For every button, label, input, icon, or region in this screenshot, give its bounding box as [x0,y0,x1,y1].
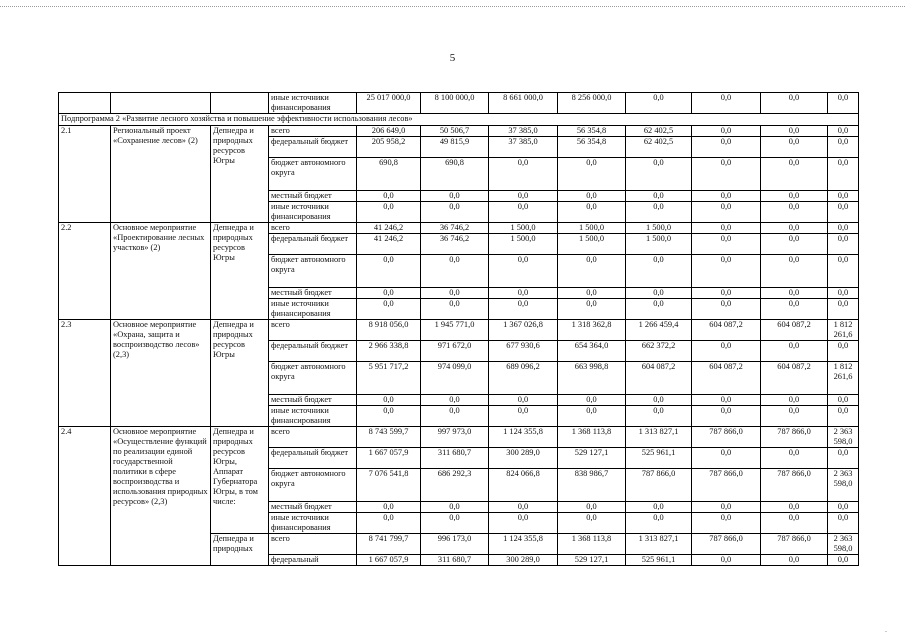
value-cell: 0,0 [489,502,558,513]
value-cell: 0,0 [558,158,626,191]
value-cell: 604 087,2 [761,320,828,341]
funding-source-cell: иные источники финансирования [269,93,357,114]
value-cell: 996 173,0 [421,534,489,555]
funding-source-cell: всего [269,320,357,341]
value-cell: 0,0 [692,341,761,362]
funding-source-cell: всего [269,427,357,448]
measure-name: Основное мероприятие «Охрана, защита и воспроизводство лесов» (2,3) [111,320,211,427]
value-cell: 1 500,0 [626,234,692,255]
funding-source-cell: всего [269,126,357,137]
value-cell: 0,0 [828,137,859,158]
scan-mark: . [885,625,887,634]
value-cell: 0,0 [692,223,761,234]
funding-source-cell: бюджет автономного округа [269,469,357,502]
item-number: 2.1 [59,126,111,223]
value-cell: 2 966 338,8 [357,341,421,362]
value-cell: 0,0 [828,93,859,114]
value-cell: 1 266 459,4 [626,320,692,341]
funding-source-cell: местный бюджет [269,191,357,202]
value-cell: 0,0 [558,395,626,406]
value-cell: 0,0 [626,255,692,288]
value-cell: 604 087,2 [692,362,761,395]
value-cell: 0,0 [828,255,859,288]
value-cell: 662 372,2 [626,341,692,362]
value-cell: 0,0 [626,191,692,202]
value-cell: 8 256 000,0 [558,93,626,114]
value-cell: 8 100 000,0 [421,93,489,114]
value-cell: 0,0 [357,299,421,320]
value-cell: 0,0 [692,202,761,223]
funding-source-cell: бюджет автономного округа [269,158,357,191]
value-cell: 56 354,8 [558,126,626,137]
value-cell: 300 289,0 [489,555,558,566]
table-row [59,320,859,341]
value-cell: 0,0 [828,158,859,191]
funding-source-cell: бюджет автономного округа [269,362,357,395]
value-cell: 824 066,8 [489,469,558,502]
value-cell: 0,0 [626,93,692,114]
value-cell: 838 986,7 [558,469,626,502]
value-cell: 0,0 [626,395,692,406]
value-cell: 0,0 [692,502,761,513]
value-cell: 0,0 [357,513,421,534]
value-cell: 0,0 [421,513,489,534]
value-cell: 1 500,0 [558,223,626,234]
value-cell: 0,0 [421,406,489,427]
value-cell: 0,0 [828,202,859,223]
value-cell: 1 500,0 [558,234,626,255]
value-cell: 529 127,1 [558,448,626,469]
value-cell: 0,0 [489,288,558,299]
executor-cell: Депнедра и природных ресурсов Югры, Аппарат Губернатора Югры, в том числе: [211,427,269,534]
table-body [59,93,859,566]
value-cell: 311 680,7 [421,555,489,566]
funding-source-cell: федеральный [269,555,357,566]
value-cell: 604 087,2 [626,362,692,395]
value-cell: 0,0 [421,202,489,223]
value-cell: 0,0 [626,158,692,191]
funding-source-cell: всего [269,223,357,234]
funding-source-cell: федеральный бюджет [269,234,357,255]
value-cell: 0,0 [421,191,489,202]
value-cell: 690,8 [421,158,489,191]
value-cell: 0,0 [828,395,859,406]
value-cell: 56 354,8 [558,137,626,158]
value-cell: 0,0 [692,555,761,566]
value-cell: 0,0 [761,126,828,137]
value-cell: 311 680,7 [421,448,489,469]
value-cell: 0,0 [761,288,828,299]
measure-name: Основное мероприятие «Осуществление функций по реализации единой государственной политики в сфере воспроизводства и использования природных ресурсов» (2,3) [111,427,211,566]
value-cell: 0,0 [761,448,828,469]
value-cell: 62 402,5 [626,126,692,137]
value-cell: 0,0 [761,513,828,534]
value-cell: 0,0 [357,191,421,202]
value-cell: 0,0 [489,513,558,534]
value-cell: 663 998,8 [558,362,626,395]
value-cell: 2 363 598,0 [828,469,859,502]
value-cell: 7 076 541,8 [357,469,421,502]
value-cell: 689 096,2 [489,362,558,395]
value-cell: 787 866,0 [761,427,828,448]
value-cell: 1 368 113,8 [558,427,626,448]
value-cell: 0,0 [692,395,761,406]
value-cell: 206 649,0 [357,126,421,137]
value-cell: 0,0 [692,234,761,255]
subprogram-title: Подпрограмма 2 «Развитие лесного хозяйства и повышение эффективности использования лесов» [59,114,859,126]
value-cell: 1 667 057,9 [357,448,421,469]
value-cell: 787 866,0 [692,427,761,448]
value-cell: 1 667 057,9 [357,555,421,566]
value-cell: 0,0 [357,395,421,406]
value-cell: 787 866,0 [761,469,828,502]
value-cell: 0,0 [761,502,828,513]
value-cell: 0,0 [421,502,489,513]
funding-source-cell: иные источники финансирования [269,299,357,320]
value-cell: 0,0 [489,191,558,202]
value-cell: 0,0 [421,299,489,320]
value-cell: 1 368 113,8 [558,534,626,555]
value-cell: 677 930,6 [489,341,558,362]
value-cell: 0,0 [761,234,828,255]
funding-source-cell: федеральный бюджет [269,448,357,469]
budget-table [58,92,859,566]
executor-cell: Депнедра и природных [211,534,269,566]
item-number: 2.3 [59,320,111,427]
value-cell: 0,0 [626,299,692,320]
page-number: 5 [449,52,456,64]
value-cell: 8 741 799,7 [357,534,421,555]
funding-source-cell: федеральный бюджет [269,341,357,362]
value-cell: 525 961,1 [626,555,692,566]
value-cell: 1 500,0 [489,223,558,234]
subprogram-row [59,114,859,126]
value-cell: 37 385,0 [489,137,558,158]
executor-cell: Депнедра и природных ресурсов Югры [211,320,269,427]
value-cell: 654 364,0 [558,341,626,362]
value-cell: 0,0 [421,395,489,406]
value-cell: 0,0 [828,191,859,202]
funding-source-cell: местный бюджет [269,502,357,513]
value-cell: 0,0 [761,93,828,114]
value-cell: 0,0 [489,158,558,191]
value-cell: 0,0 [692,513,761,534]
blank-cell [111,93,211,114]
value-cell: 8 743 599,7 [357,427,421,448]
value-cell: 0,0 [761,202,828,223]
table-row [59,93,859,114]
value-cell: 1 313 827,1 [626,534,692,555]
value-cell: 0,0 [692,158,761,191]
value-cell: 8 661 000,0 [489,93,558,114]
value-cell: 49 815,9 [421,137,489,158]
value-cell: 0,0 [828,341,859,362]
value-cell: 1 812 261,6 [828,362,859,395]
value-cell: 787 866,0 [692,534,761,555]
value-cell: 974 099,0 [421,362,489,395]
table-row [59,223,859,234]
value-cell: 0,0 [828,234,859,255]
value-cell: 2 363 598,0 [828,427,859,448]
funding-source-cell: бюджет автономного округа [269,255,357,288]
value-cell: 0,0 [828,299,859,320]
value-cell: 36 746,2 [421,223,489,234]
value-cell: 1 318 362,8 [558,320,626,341]
value-cell: 0,0 [692,191,761,202]
value-cell: 0,0 [692,126,761,137]
item-number: 2.2 [59,223,111,320]
value-cell: 1 500,0 [489,234,558,255]
value-cell: 0,0 [692,448,761,469]
value-cell: 1 367 026,8 [489,320,558,341]
value-cell: 62 402,5 [626,137,692,158]
value-cell: 0,0 [692,406,761,427]
value-cell: 0,0 [489,299,558,320]
value-cell: 0,0 [558,513,626,534]
value-cell: 0,0 [761,395,828,406]
value-cell: 1 313 827,1 [626,427,692,448]
value-cell: 0,0 [489,202,558,223]
value-cell: 0,0 [626,406,692,427]
table-row [59,126,859,137]
value-cell: 1 124 355,8 [489,427,558,448]
value-cell: 0,0 [761,137,828,158]
value-cell: 1 812 261,6 [828,320,859,341]
value-cell: 525 961,1 [626,448,692,469]
value-cell: 0,0 [828,513,859,534]
value-cell: 0,0 [357,202,421,223]
value-cell: 0,0 [761,341,828,362]
blank-cell [211,93,269,114]
funding-source-cell: местный бюджет [269,395,357,406]
value-cell: 5 951 717,2 [357,362,421,395]
value-cell: 0,0 [421,255,489,288]
value-cell: 997 973,0 [421,427,489,448]
scan-top-edge [0,6,905,8]
value-cell: 50 506,7 [421,126,489,137]
value-cell: 1 124 355,8 [489,534,558,555]
value-cell: 0,0 [761,299,828,320]
value-cell: 1 500,0 [626,223,692,234]
value-cell: 41 246,2 [357,234,421,255]
value-cell: 0,0 [761,158,828,191]
value-cell: 0,0 [761,406,828,427]
value-cell: 0,0 [489,406,558,427]
value-cell: 0,0 [357,406,421,427]
funding-source-cell: иные источники финансирования [269,513,357,534]
value-cell: 0,0 [828,126,859,137]
funding-source-cell: местный бюджет [269,288,357,299]
value-cell: 2 363 598,0 [828,534,859,555]
value-cell: 0,0 [828,288,859,299]
value-cell: 787 866,0 [626,469,692,502]
value-cell: 787 866,0 [761,534,828,555]
funding-source-cell: иные источники финансирования [269,406,357,427]
funding-source-cell: федеральный бюджет [269,137,357,158]
value-cell: 0,0 [357,288,421,299]
value-cell: 0,0 [761,555,828,566]
value-cell: 0,0 [761,255,828,288]
value-cell: 0,0 [828,555,859,566]
value-cell: 0,0 [421,288,489,299]
measure-name: Основное мероприятие «Проектирование лесных участков» (2) [111,223,211,320]
value-cell: 0,0 [357,255,421,288]
value-cell: 8 918 056,0 [357,320,421,341]
value-cell: 0,0 [558,288,626,299]
value-cell: 0,0 [558,202,626,223]
value-cell: 1 945 771,0 [421,320,489,341]
value-cell: 41 246,2 [357,223,421,234]
value-cell: 0,0 [828,448,859,469]
value-cell: 0,0 [692,288,761,299]
value-cell: 604 087,2 [692,320,761,341]
value-cell: 0,0 [626,288,692,299]
value-cell: 0,0 [692,255,761,288]
value-cell: 0,0 [558,406,626,427]
value-cell: 0,0 [828,406,859,427]
value-cell: 0,0 [357,502,421,513]
blank-cell [59,93,111,114]
value-cell: 0,0 [558,191,626,202]
value-cell: 0,0 [558,502,626,513]
value-cell: 25 017 000,0 [357,93,421,114]
value-cell: 529 127,1 [558,555,626,566]
value-cell: 0,0 [692,137,761,158]
value-cell: 0,0 [761,223,828,234]
value-cell: 787 866,0 [692,469,761,502]
value-cell: 300 289,0 [489,448,558,469]
value-cell: 0,0 [558,299,626,320]
value-cell: 0,0 [489,395,558,406]
value-cell: 604 087,2 [761,362,828,395]
value-cell: 971 672,0 [421,341,489,362]
executor-cell: Депнедра и природных ресурсов Югры [211,223,269,320]
value-cell: 0,0 [489,255,558,288]
value-cell: 37 385,0 [489,126,558,137]
value-cell: 686 292,3 [421,469,489,502]
funding-source-cell: иные источники финансирования [269,202,357,223]
value-cell: 0,0 [626,202,692,223]
value-cell: 0,0 [558,255,626,288]
value-cell: 0,0 [761,191,828,202]
value-cell: 0,0 [828,502,859,513]
funding-source-cell: всего [269,534,357,555]
value-cell: 0,0 [692,299,761,320]
value-cell: 36 746,2 [421,234,489,255]
item-number: 2.4 [59,427,111,566]
value-cell: 0,0 [692,93,761,114]
value-cell: 205 958,2 [357,137,421,158]
table-row [59,427,859,448]
value-cell: 0,0 [828,223,859,234]
measure-name: Региональный проект «Сохранение лесов» (2) [111,126,211,223]
value-cell: 690,8 [357,158,421,191]
value-cell: 0,0 [626,513,692,534]
executor-cell: Депнедра и природных ресурсов Югры [211,126,269,223]
value-cell: 0,0 [626,502,692,513]
